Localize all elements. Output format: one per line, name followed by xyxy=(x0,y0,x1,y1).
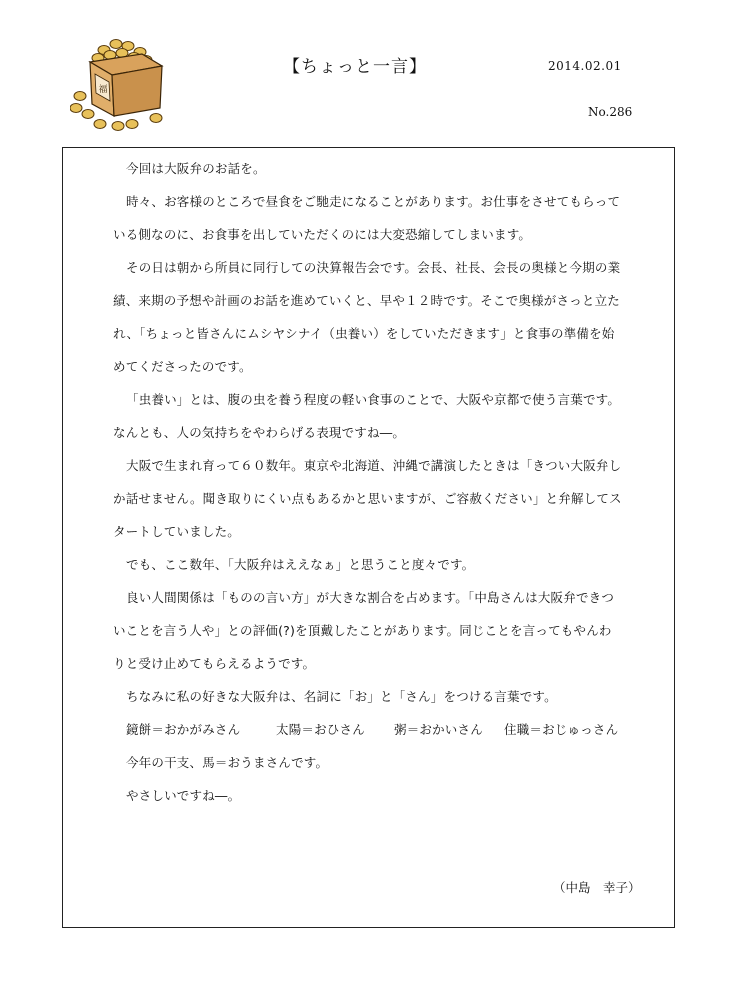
word-example: 太陽＝おひさん xyxy=(276,722,365,737)
paragraph-line: 良い人間関係は「ものの言い方」が大きな割合を占めます。「中島さんは大阪弁できつ xyxy=(126,590,615,605)
paragraph-line: 今年の干支、馬＝おうまさんです。 xyxy=(126,755,329,770)
paragraph-line: めてくださったのです。 xyxy=(113,359,252,374)
svg-text:福: 福 xyxy=(98,85,108,95)
paragraph-line: 「虫養い」とは、腹の虫を養う程度の軽い食事のことで、大阪や京都で使う言葉です。 xyxy=(126,392,621,407)
word-example: 粥＝おかいさん xyxy=(394,722,483,737)
paragraph-line: 大阪で生まれ育って６０数年。東京や北海道、沖縄で講演したときは「きつい大阪弁し xyxy=(126,458,622,473)
issue-date: 2014.02.01 xyxy=(548,59,622,73)
paragraph-line: でも、ここ数年、「大阪弁はええなぁ」と思うこと度々です。 xyxy=(126,557,475,572)
paragraph-line: ちなみに私の好きな大阪弁は、名詞に「お」と「さん」をつける言葉です。 xyxy=(126,689,557,704)
paragraph-line: りと受け止めてもらえるようです。 xyxy=(113,656,316,671)
paragraph-line: 績、来期の予想や計画のお話を進めていくと、早や１２時です。そこで奥様がさっと立た xyxy=(113,293,621,308)
author-signature: （中島 幸子） xyxy=(553,880,641,895)
paragraph-line: か話せません。聞き取りにくい点もあるかと思いますが、ご容赦ください」と弁解してス xyxy=(113,491,622,506)
paragraph-line: その日は朝から所員に同行しての決算報告会です。会長、社長、会長の奥様と今期の業 xyxy=(126,260,621,275)
page-title: 【ちょっと一言】 xyxy=(283,57,427,77)
paragraph-line: タートしていました。 xyxy=(113,524,241,539)
word-example: 鏡餅＝おかがみさん xyxy=(126,722,241,737)
paragraph-line: れ、「ちょっと皆さんにムシヤシナイ（虫養い）をしていただきます」と食事の準備を始 xyxy=(113,326,615,341)
word-example: 住職＝おじゅっさん xyxy=(504,722,619,737)
masu-box-with-beans-icon xyxy=(70,28,170,134)
paragraph-line: 今回は大阪弁のお話を。 xyxy=(126,161,266,176)
article-body xyxy=(113,152,641,812)
issue-number: No.286 xyxy=(588,105,633,119)
paragraph-line: やさしいですね―。 xyxy=(126,788,241,803)
word-examples xyxy=(113,713,641,746)
paragraph-line: なんとも、人の気持ちをやわらげる表現ですね―。 xyxy=(113,425,406,440)
paragraph-line: いる側なのに、お食事を出していただくのには大変恐縮してしまいます。 xyxy=(113,227,532,242)
paragraph-line: 時々、お客様のところで昼食をご馳走になることがあります。お仕事をさせてもらって xyxy=(126,194,621,209)
paragraph-line: いことを言う人や」との評価(?)を頂戴したことがあります。同じことを言ってもやんわ xyxy=(113,623,612,638)
